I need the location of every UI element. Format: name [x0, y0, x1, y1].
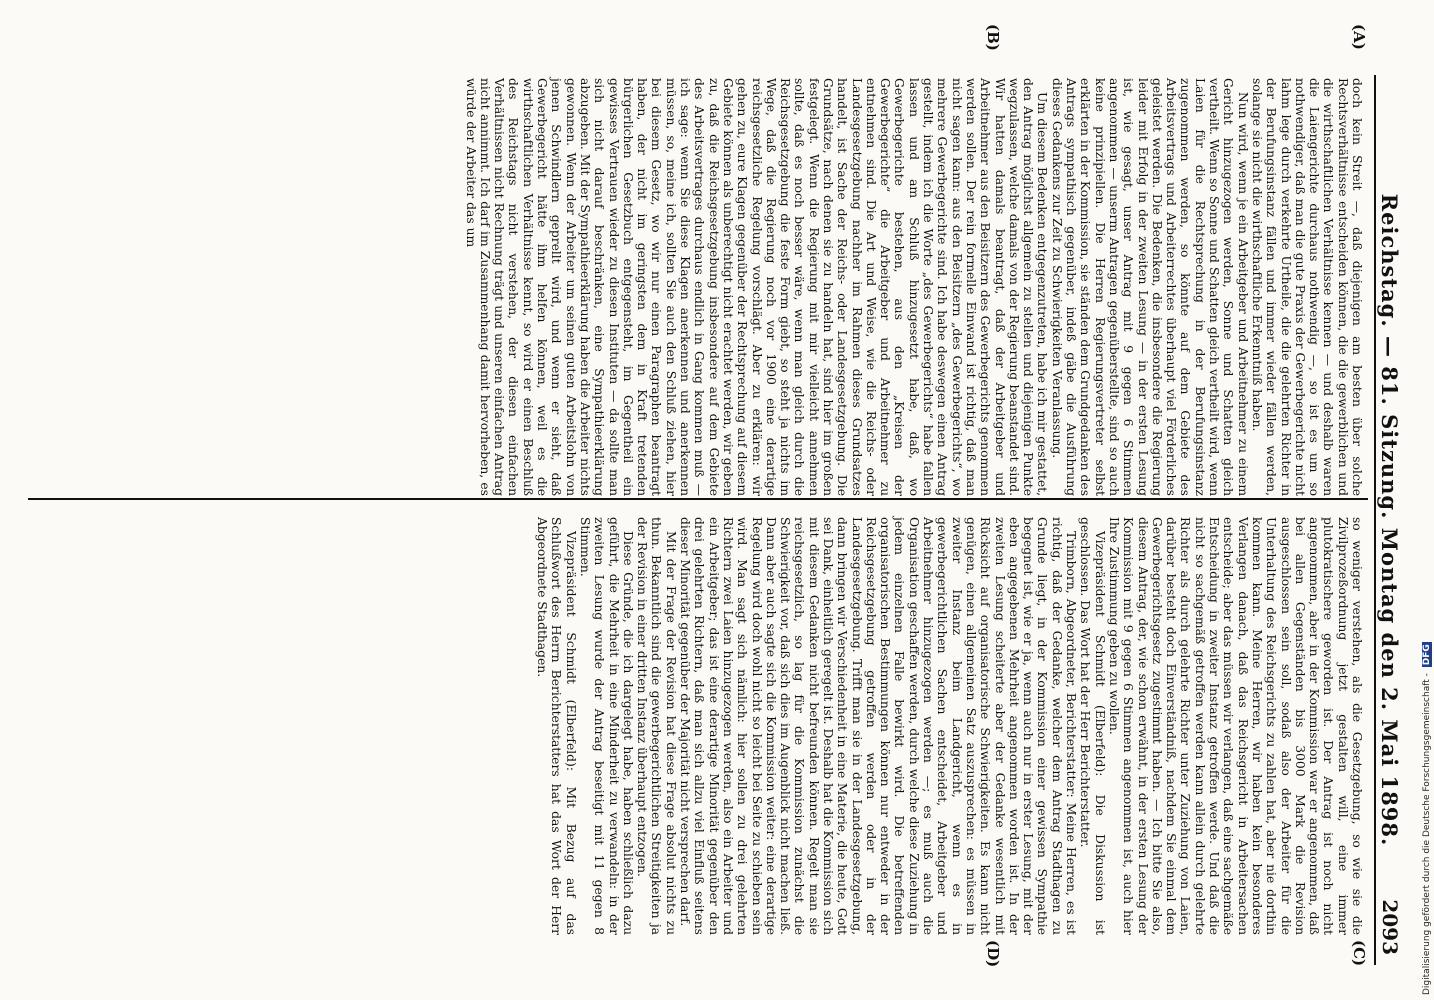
paragraph: doch kein Streit —, daß diejenigen am besten über solche Rechtsverhältnisse entscheiden können, die die gewerblichen und die wirthschaftlichen Verhältnisse kennen — und deshalb waren die Laiengerichte durchaus nothwendig —, so ist es um so nothwendiger, daß man die gute Praxis der Gewerbegerichte nicht lahm lege durch verkehrte Urtheile, die die gelehrten Richter in der Berufungsinstanz fällen und immer wieder fällen werden, solange sie nicht die wirthschaftliche Erkenntniß haben.	[1249, 78, 1364, 496]
paragraph: Vizepräsident Schmidt (Elberfeld): Mit Bezug auf das Schlußwort des Herrn Berichterstatters hat das Wort der Herr Abgeordnete Stadthagen.	[535, 517, 578, 935]
page-number: 2093	[1378, 899, 1402, 955]
paragraph: Nun wird, wenn je ein Arbeitgeber und Arbeitnehmer zu einem Gericht hinzugezogen werden, Sonne und Schatten gleich vertheilt. Wenn so Sonne und Schatten gleich vertheilt wird, wenn Laien für die Rechtsprechung in der Berufungsinstanz zugenommen werden, so könnte auf dem Gebiete des Arbeitsvertrags und Arbeiterrechtes überhaupt viel Förderliches geleistet werden. Die Bedenken, die insbesondere die Regierung leider mit Erfolg in der zweiten Lesung — in der ersten Lesung ist, wie gesagt, unser Antrag mit 9 gegen 6 Stimmen angenommen — unserm Antragen gegenüberstellte, sind so auch keine prinzipiellen. Die Herren Regierungsvertreter selbst erklärten in der Kommission, sie ständen dem Grundgedanken des Antrags sympathisch gegenüber, indeß gäbe die Ausführung dieses Gedankens zur Zeit zu Schwierigkeiten Veranlassung.	[1049, 78, 1250, 496]
paragraph: Vizepräsident Schmidt (Elberfeld): Die Diskussion ist geschlossen. Das Wort hat der Herr Berichterstatter.	[1078, 517, 1107, 935]
page-header	[1374, 75, 1406, 965]
column-divider	[28, 498, 1368, 500]
margin-marker-c: (C)	[1350, 940, 1368, 967]
right-text-column	[535, 517, 1364, 935]
dfg-logo-icon: DFG	[1422, 644, 1432, 666]
left-text-column	[463, 78, 1364, 496]
margin-marker-d: (D)	[984, 940, 1002, 968]
paragraph: Mit der Frage der Revision hat diese Frage absolut nichts zu thun. Bekanntlich sind die gewerbegerichtlichen Streitigkeiten ja der Revision in einer dritten Instanz überhaupt entzogen.	[635, 517, 678, 935]
margin-marker-b: (B)	[984, 24, 1002, 51]
page-title: Reichstag. — 81. Sitzung. Montag den 2. Mai 1898.	[1377, 193, 1402, 847]
paragraph: so weniger verstehen, als die Gesetzgebung, so wie sie die Zivilprozeßordnung jetzt gestalten will, eine immer plutokratischere geworden ist. Der Antrag ist noch nicht angenommen, aber in der Kommission war er angenommen, daß bei allen Gegenständen bis 3000 Mark die Revision ausgeschlossen sein soll, sodaß also der Arbeiter für die Unterhaltung des Reichsgerichts zu zahlen hat, aber nie dorthin kommen kann. Meine Herren, wir haben kein besonderes Verlangen danach, daß das Reichsgericht in Arbeitersachen entscheide; aber das müssen wir verlangen, daß eine sachgemäße Entscheidung in zweiter Instanz getroffen werde. Und daß die nicht so sachgemäß getroffen werden kann allein durch gelehrte Richter als durch gelehrte Richter unter Zuziehung von Laien, darüber besteht doch Einverständniß, nachdem Sie einmal dem Gewerbegerichtsgesetz zugestimmt haben. — Ich bitte Sie also, diesem Antrag, der, wie schon erwähnt, in der ersten Lesung der Kommission mit 9 gegen 6 Stimmen angenommen ist, auch hier Ihre Zustimmung geben zu wollen.	[1106, 517, 1364, 935]
paragraph: Trimborn, Abgeordneter, Berichterstatter: Meine Herren, es ist richtig, daß der Gedanke, welcher dem Antrag Stadthagen zu Grunde liegt, in der Kommission einer gewissen Sympathie begegnet ist, wie er ja, wenn auch nur in erster Lesung, mit der eben angegebenen Mehrheit angenommen worden ist. In der zweiten Lesung scheiterte aber der Gedanke wesentlich mit Rücksicht auf organisatorische Schwierigkeiten. Es kann nicht genügen, einen allgemeinen Satz auszusprechen: es müssen in zweiter Instanz beim Landgericht, wenn es in gewerbegerichtlichen Sachen entscheidet, Arbeitgeber und Arbeitnehmer hinzugezogen werden —; es muß auch die Organisation geschaffen werden, durch welche diese Zuziehung in jedem einzelnen Falle bewirkt wird. Die betreffenden organisatorischen Bestimmungen können nur entweder in der Reichsgesetzgebung getroffen werden oder in der Landesgesetzgebung. Trifft man sie in der Landesgesetzgebung, dann bringen wir Verschiedenheit in eine Materie, die heute, Gott sei Dank, einheitlich geregelt ist. Deshalb hat die Kommission sich mit diesem Gedanken nicht befreunden können. Regelt man sie reichsgesetzlich, so lag für die Kommission zunächst die Schwierigkeit vor, daß sich dies im Augenblick nicht machen ließ. Dann aber auch sagte sich die Kommission weiter: eine derartige Regelung wird doch wohl nicht so leicht bei Seite zu schieben sein wird. Man sagt sich nämlich: hier sollen zu drei gelehrten Richtern zwei Laien hinzugezogen werden, also ein Arbeiter und ein Arbeitgeber; das ist eine derartige Minorität gegenüber den drei gelehrten Richtern, daß man sich allzu viel Einfluß seitens dieser Minorität gegenüber der Majorität nicht versprechen darf.	[678, 517, 1079, 935]
digitization-credit	[1422, 642, 1432, 995]
paragraph: Um diesem Bedenken entgegenzutreten, habe ich mir gestattet, den Antrag möglichst allgemein zu stellen und diejenigen Punkte wegzulassen, welche damals von der Regierung beanstandet sind. Wir hatten damals beantragt, daß der Arbeitgeber und Arbeitnehmer aus den Beisitzern des Gewerbegerichts genommen werden sollen. Der rein formelle Einwand ist richtig, daß man nicht sagen kann: aus den Beisitzern „des Gewerbegerichts“, wo mehrere Gewerbegerichte sind. Ich habe deswegen einen Antrag gestellt, indem ich die Worte „des Gewerbegerichts“ habe fallen lassen und am Schluß hinzugesetzt habe, daß, wo Gewerbegerichte bestehen, aus den „Kreisen der Gewerbegerichte“ die Arbeitgeber und Arbeitnehmer zu entnehmen sind. Die Art und Weise, wie die Reichs- oder Landesgesetzgebung nachher im Rahmen dieses Grundsatzes handelt, ist Sache der Reichs- oder Landesgesetzgebung. Die Grundsätze, nach denen sie zu handeln hat, sind hier im großen festgelegt. Wenn die Regierung mit mir vielleicht annehmen sollte, daß es noch besser wäre, wenn man gleich durch die Reichsgesetzgebung die feste Form giebt, so steht ja nichts im Wege, daß die Regierung noch vor 1900 eine derartige reichsgesetzliche Regelung vorschlägt. Aber zu erklären: wir gehen zu, eure Klagen gegenüber der Rechtsprechung auf diesem Gebiete können als unberechtigt nicht erachtet werden, wir geben zu, daß die Reichsgesetzgebung insbesondere auf dem Gebiete des Arbeitsvertrages durchaus endlich in Gang kommen muß — ich sage: wenn Sie diese Klagen anerkennen und anerkennen müssen, so, meine ich, sollten Sie auch den Schluß ziehen, hier bei diesem Gesetz, wo wir nur einen Paragraphen beantragt haben, der nicht im geringsten dem in Kraft tretenden bürgerlichen Gesetzbuch entgegensteht, im Gegentheil ein gewisses Vertrauen wieder zu diesen Instituten — da sollte man sich nicht darauf beschränken, eine Sympathieerklärung abzugeben. Mit der Sympathieerklärung haben die Arbeiter nichts gewonnen. Wenn der Arbeiter um seinen guten Arbeitslohn von jenen Schwindlern geprellt wird, und wenn er sieht, daß Gewerbegericht hätte ihm helfen können, weil es die wirthschaftlichen Verhältnisse kennt, so wird er einen Beschluß des Reichstags nicht verstehen, der diesen einfachen Verhältnissen nicht Rechnung trägt und unseren einfachen Antrag nicht annimmt. Ich darf im Zusammenhang damit hervorheben, es würde der Arbeiter das um	[463, 78, 1050, 496]
margin-marker-a: (A)	[1350, 24, 1368, 50]
credit-text: Digitalisierung gefördert durch die Deutsche Forschungsgemeinschaft -	[1422, 673, 1432, 995]
paragraph: Diese Gründe, die ich dargelegt habe, haben schließlich dazu geführt, die Mehrheit in eine Minderheit zu verwandeln: in der zweiten Lesung wurde der Antrag beseitigt mit 11 gegen 8 Stimmen.	[577, 517, 635, 935]
